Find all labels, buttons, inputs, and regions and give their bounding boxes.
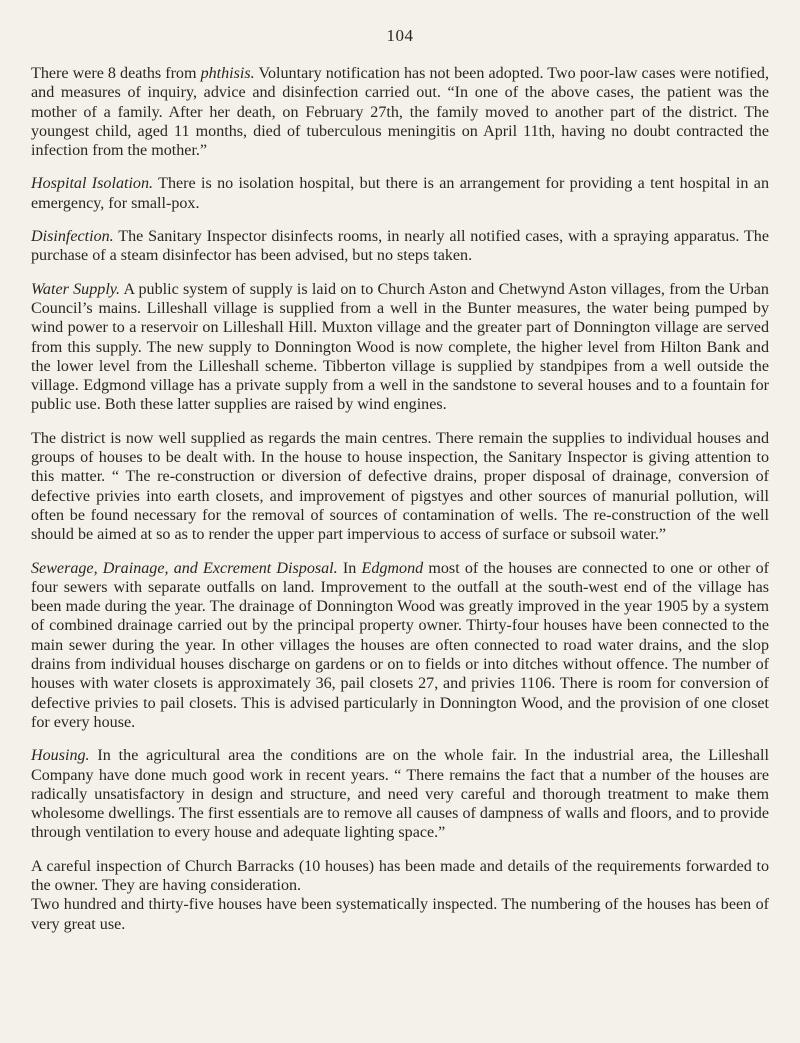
paragraph-housing bbox=[31, 746, 769, 842]
section-heading: Sewerage, Drainage, and Excrement Disposal. bbox=[31, 559, 338, 577]
paragraph-disinfection bbox=[31, 227, 769, 266]
paragraph-text: A public system of supply is laid on to Church Aston and Chetwynd Aston villages, from the Urban Council’s mains. Lilleshall village is supplied from a well in the Bunter measures, the water being pumped by wind power to a reservoir on Lilleshall Hill. Muxton village and the greater part of Donnington village are served from this supply. The new supply to Donnington Wood is now complete, the higher level from Hilton Bank and the lower level from the Lilleshall scheme. Tibberton village is supplied by standpipes from a well outside the village. Edgmond village has a private supply from a well in the sandstone to several houses and to a fountain for public use. Both these latter supplies are raised by wind engines. bbox=[31, 280, 769, 414]
paragraph-sewerage bbox=[31, 559, 769, 733]
section-heading: Disinfection. bbox=[31, 228, 114, 246]
paragraph-water-supply-continued bbox=[31, 429, 769, 545]
term-phthisis: phthisis. bbox=[200, 65, 255, 82]
paragraph-text-pre: In bbox=[337, 559, 362, 577]
paragraph-church-barracks bbox=[31, 857, 769, 896]
paragraph-inspections bbox=[31, 895, 769, 934]
paragraph-phthisis bbox=[31, 64, 769, 160]
paragraph-text: There is no isolation hospital, but there is an arrangement for providing a tent hospital in an emergency, for small-pox. bbox=[31, 175, 769, 212]
section-heading: Hospital Isolation. bbox=[31, 175, 154, 193]
paragraph-text: The Sanitary Inspector disinfects rooms, in nearly all notified cases, with a spraying apparatus. The purchase of a steam disinfector has been advised, but no steps taken. bbox=[31, 228, 769, 265]
paragraph-text: A careful inspection of Church Barracks (10 houses) has been made and details of the requirements forwarded to the owner. They are having consideration. bbox=[31, 857, 769, 894]
paragraph-text: Voluntary notification has not been adopted. Two poor-law cases were notified, and measures of inquiry, advice and disinfection carried out. “In one of the above cases, the patient was the mother of a family. After her death, on February 27th, the family moved to another part of the district. The youngest child, aged 11 months, died of tuberculous meningitis on April 11th, having no doubt contracted the infection from the mother.” bbox=[31, 65, 769, 160]
paragraph-text-pre: There were 8 deaths from bbox=[31, 65, 201, 82]
paragraph-text: The district is now well supplied as regards the main centres. There remain the supplies to individual houses and groups of houses to be dealt with. In the house to house inspection, the Sanitary Inspector is giving attention to this matter. “ The re-construction or diversion of defective drains, proper disposal of drainage, conversion of defective privies into earth closets, and improvement of pigstyes and other sources of manurial pollution, will often be found necessary for the removal of sources of contamination of wells. The re-construction of the well should be aimed at so as to render the upper part impervious to access of surface or subsoil water.” bbox=[31, 429, 769, 544]
term-edgmond: Edgmond bbox=[361, 559, 424, 577]
paragraph-text: most of the houses are connected to one or other of four sewers with separate outfalls on land. Improvement to the outfall at the south-west end of the village has been made during the year. The drainage of Donnington Wood was greatly improved in the year 1905 by a system of combined drainage carried out by the principal property owner. Thirty-four houses have been connected to the main sewer during the year. In other villages the houses are often connected to road water drains, and the slop drains from individual houses discharge on gardens or on to fields or into ditches without offence. The number of houses with water closets is approximately 36, pail closets 27, and privies 1106. There is room for conversion of defective privies to pail closets. This is advised particularly in Donnington Wood, and the provision of one closet for every house. bbox=[31, 559, 769, 731]
paragraph-text: Two hundred and thirty-five houses have been systematically inspected. The numbering of the houses has been of very great use. bbox=[31, 896, 769, 933]
section-heading: Housing. bbox=[31, 747, 90, 765]
paragraph-text: In the agricultural area the conditions are on the whole fair. In the industrial area, the Lilleshall Company have done much good work in recent years. “ There remains the fact that a number of the houses are radically unsatisfactory in design and structure, and need very careful and thorough treatment to make them wholesome dwellings. The first essentials are to remove all causes of dampness of walls and floors, and to provide through ventilation to every house and adequate lighting space.” bbox=[31, 747, 769, 842]
section-heading: Water Supply. bbox=[31, 280, 121, 298]
paragraph-hospital-isolation bbox=[31, 174, 769, 213]
page-number: 104 bbox=[386, 26, 414, 45]
paragraph-water-supply bbox=[31, 280, 769, 415]
